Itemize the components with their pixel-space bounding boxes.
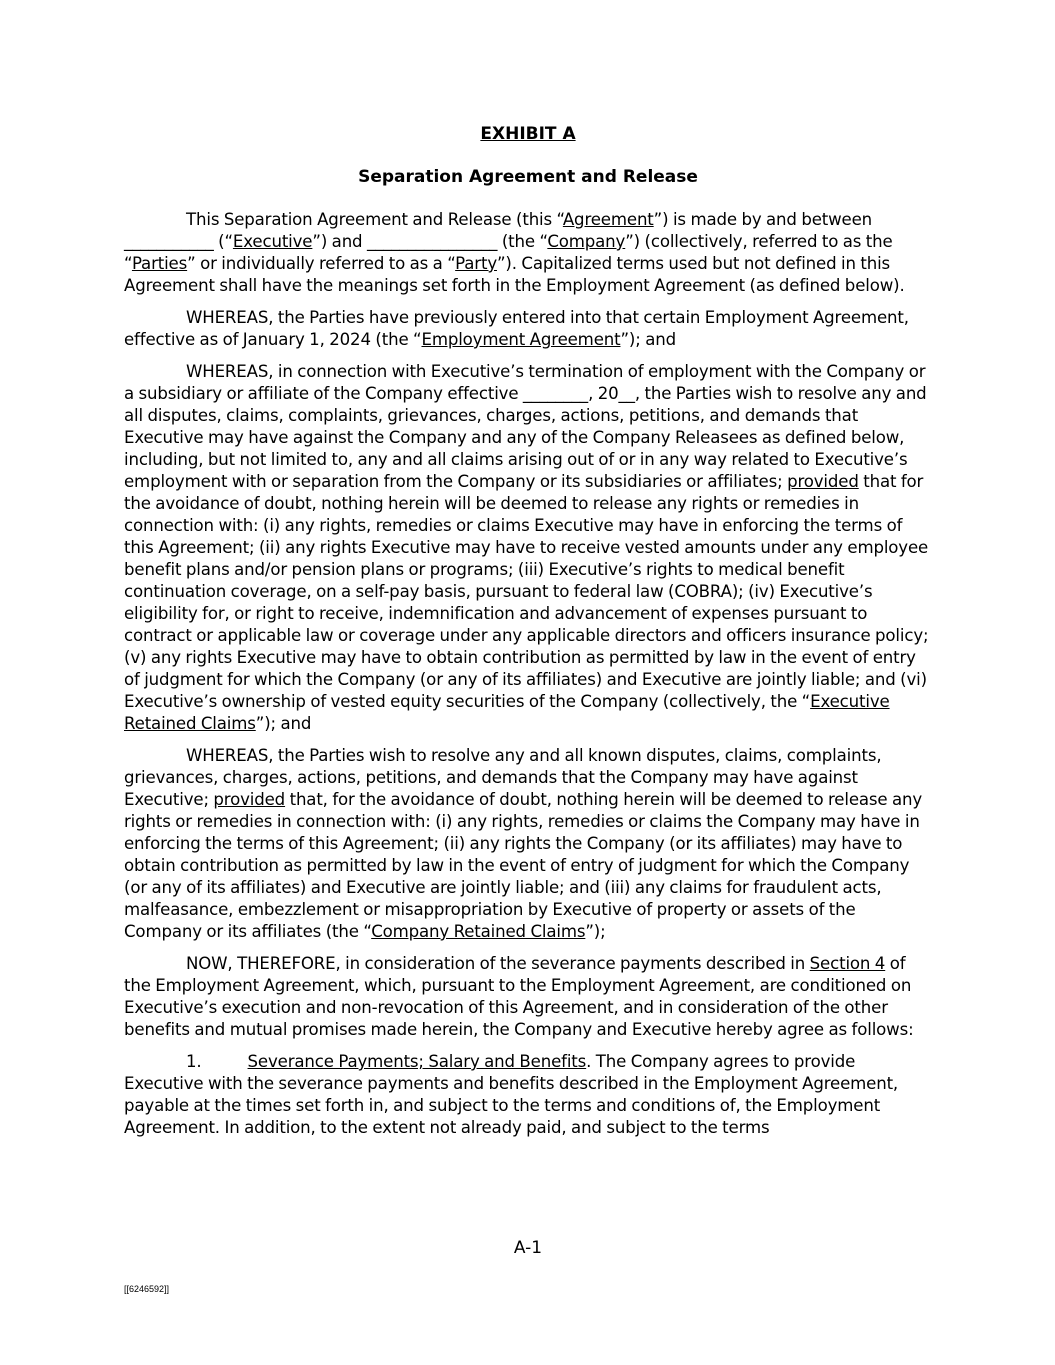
defined-term-party: Party [455, 254, 497, 273]
document-page [124, 0, 932, 1365]
defined-term-agreement: Agreement [562, 210, 654, 229]
provided-term: provided [213, 790, 286, 809]
defined-term-executive: Executive [232, 232, 313, 251]
whereas-paragraph-1: WHEREAS, the Parties have previously entered into that certain Employment Agreement, effective as of January 1, 2024 (the “Employment Agreement”); and [124, 308, 909, 349]
page-number: A-1 [513, 1238, 543, 1258]
defined-term-employment-agreement: Employment Agreement [421, 330, 621, 349]
defined-term-company: Company [547, 232, 626, 251]
now-therefore-paragraph: NOW, THEREFORE, in consideration of the severance payments described in Section 4 of the Employment Agreement, which, pursuant to the Employment Agreement, are conditioned on Executive’s execution and non-revocation of this Agreement, and in consideration of the other benefits and mutual promises made herein, the Company and Executive hereby agree as follows: [124, 954, 914, 1039]
defined-term-executive-retained-claims: Executive Retained Claims [124, 692, 890, 733]
document-title: Separation Agreement and Release [358, 167, 698, 187]
provided-term: provided [787, 472, 859, 491]
document-body [124, 209, 932, 1149]
defined-term-parties: Parties [131, 254, 188, 273]
section-heading: Severance Payments; Salary and Benefits [247, 1052, 587, 1071]
intro-paragraph: This Separation Agreement and Release (this “Agreement”) is made by and between ___________ (“Executive”) and ________________ (the “Company”) (collectively, referred to as the “Parties” or individually referred to as a “Party”). Capitalized terms used but not defined in this Agreement shall have the meanings set forth in the Employment Agreement (as defined below). [124, 210, 905, 295]
section-4-reference: Section 4 [809, 954, 886, 973]
whereas-paragraph-2: WHEREAS, in connection with Executive’s termination of employment with the Company or a subsidiary or affiliate of the Company effective ________, 20__, the Parties wish to resolve any and all disputes, claims, complaints, grievances, charges, actions, petitions, and demands that Executive may have against the Company and any of the Company Releasees as defined below, including, but not limited to, any and all claims arising out of or in any way related to Executive’s employment with or separation from the Company or its subsidiaries or affiliates; provided that for the avoidance of doubt, nothing herein will be deemed to release any rights or remedies in connection with: (i) any rights, remedies or claims Executive may have in enforcing the terms of this Agreement; (ii) any rights Executive may have to receive vested amounts under any employee benefit plans and/or pension plans or programs; (iii) Executive’s rights to medical benefit continuation coverage, on a self-pay basis, pursuant to federal law (COBRA); (iv) Executive’s eligibility for, or right to receive, indemnification and advancement of expenses pursuant to contract or applicable law or coverage under any applicable directors and officers insurance policy; (v) any rights Executive may have to obtain contribution as permitted by law in the event of entry of judgment for which the Company (or any of its affiliates) and Executive are jointly liable; and (vi) Executive’s ownership of vested equity securities of the Company (collectively, the “Executive Retained Claims”); and [124, 362, 929, 733]
document-id: [[6246592]] [124, 1284, 170, 1294]
section-1-paragraph: 1. Severance Payments; Salary and Benefits. The Company agrees to provide Executive with the severance payments and benefits described in the Employment Agreement, payable at the times set forth in, and subject to the terms and conditions of, the Employment Agreement. In addition, to the extent not already paid, and subject to the terms [124, 1052, 899, 1137]
whereas-paragraph-3: WHEREAS, the Parties wish to resolve any and all known disputes, claims, complaints, grievances, charges, actions, petitions, and demands that the Company may have against Executive; provided that, for the avoidance of doubt, nothing herein will be deemed to release any rights or remedies in connection with: (i) any rights, remedies or claims the Company may have in enforcing the terms of this Agreement; (ii) any rights the Company (or its affiliates) may have to obtain contribution as permitted by law in the event of entry of judgment for which the Company (or any of its affiliates) and Executive are jointly liable; and (iii) any claims for fraudulent acts, malfeasance, embezzlement or misappropriation by Executive of property or assets of the Company or its affiliates (the “Company Retained Claims”); [124, 746, 923, 941]
section-number: 1. [186, 1052, 202, 1071]
defined-term-company-retained-claims: Company Retained Claims [371, 922, 586, 941]
exhibit-title: EXHIBIT A [480, 124, 576, 144]
